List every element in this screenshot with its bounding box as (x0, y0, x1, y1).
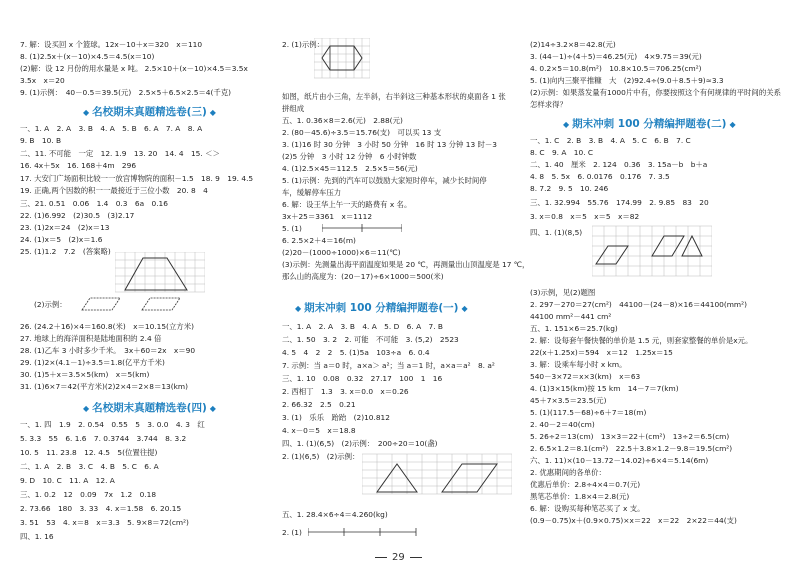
fraction-diagram (322, 220, 402, 236)
figure-label: 25. (1)1.2 7.2 (答案略) (20, 247, 111, 256)
answer-line: 26. (24.2＋16)×4＝160.8(米) x＝10.15(立方米) (20, 322, 194, 331)
answer-line: 2. 66.32 2.5 0.21 (282, 400, 356, 409)
answer-line: 44100 mm²－441 cm² (530, 312, 612, 321)
answer-line: 3.5x x＝20 (20, 76, 65, 85)
answer-line: 2. 优惠期间的各单价： (530, 468, 606, 477)
answer-line: 一、1. A 2. A 3. B 4. A 5. D 6. A 7. B (282, 322, 443, 331)
answer-line: 9. B 10. B (20, 136, 62, 145)
section-title: ◆ 期末冲刺 100 分精编押题卷(一) ◆ (295, 302, 468, 314)
answer-line: 五、1. 151×6＝25.7(kg) (530, 324, 618, 333)
answer-line: 10. 5 11. 23.8 12. 4.5 5(位置往提) (20, 448, 158, 457)
answer-line: 四、1. (1)(6,5) (2)示例： 200÷20＝10(盏) (282, 439, 438, 448)
number-line-figure (308, 526, 418, 540)
answer-column-3 (530, 0, 785, 571)
answer-column-2 (282, 0, 530, 571)
answer-line: 二、1. 40 厘米 2. 124 0.36 3. 15a－b b＋a (530, 160, 708, 169)
parallelogram-figure (80, 296, 190, 312)
answer-line: 8. 7.2 9. 5 10. 246 (530, 184, 609, 193)
answer-line: 7. 示例：当 a＝0 时，a×a＞ a²；当 a＝1 时，a×a＝a² 8. a² (282, 361, 495, 370)
answer-line: 怎样求得？ (530, 100, 567, 109)
answer-line: 三、1. 32.994 55.76 174.99 2. 9.85 83 20 (530, 198, 709, 207)
answer-line: 5. (1)(117.5－68)÷6＋7＝18(m) (530, 408, 647, 417)
diamond-icon: ◆ (83, 404, 90, 413)
answer-line: 2. 297－270＝27(cm²) 44100－(24－8)×16＝44100(mm²) (530, 300, 747, 309)
answer-line: 19. 正确,两个因数的积一一最接近于三位小数 20. 8 4 (20, 186, 208, 195)
answer-line: 3. (44－1)÷(4＋5)＝46.25(元) 4×9.75＝39(元) (530, 52, 702, 61)
diamond-icon: ◆ (563, 120, 570, 129)
answer-line: 三、1. 0.2 12 0.09 7x 1.2 0.18 (20, 490, 157, 499)
answer-column-1 (20, 0, 270, 571)
answer-line: 4. 8 5. 5x 6. 0.0176 0.176 7. 3.5 (530, 172, 670, 181)
diamond-icon: ◆ (729, 120, 736, 129)
answer-line: 六、1. 11)×(10－13.72－14.02)÷6×4＝5.14(6m) (530, 456, 709, 465)
answer-line: 3. (1) 乐乐 跆跆 (2)10.812 (282, 413, 390, 422)
answer-line: 2. 40－2＝40(cm) (530, 420, 595, 429)
answer-line: 31. (1)6×7＝42(平方米)(2)2×4＝2×8＝13(km) (20, 382, 188, 391)
answer-line: 28. (1)乙车 3 小时多少千米。 3x＋60＝2x x＝90 (20, 346, 196, 355)
diamond-icon: ◆ (295, 304, 302, 313)
answer-line: 4. x－0＝5 x＝18.8 (282, 426, 356, 435)
figure-label: (2)示例： (34, 300, 67, 309)
answer-line: 4. (1)3×15(km)按 15 km 14－7＝7(km) (530, 384, 679, 393)
answer-line: (2)解：设 12 月份的用水量是 x 吨。 2.5×10＋(x－10)×4.5＝3.5x (20, 64, 248, 73)
answer-line: 45＋7×3.5＝23.5(元) (530, 396, 607, 405)
answer-line: 三、21. 0.51 0.06 1.4 0.3 6a 0.16 (20, 199, 168, 208)
answer-line: 29. (1)2×(4.1－1)÷3.5＝1.8(亿平方千米) (20, 358, 165, 367)
answer-line: 五、1. 0.36×8＝2.6(元) 2.88(元) (282, 116, 403, 125)
section-title: ◆ 期末冲刺 100 分精编押题卷(二) ◆ (563, 118, 736, 130)
answer-line: 7. 解：设买回 x 个篮球。12x－10＋x＝320 x＝110 (20, 40, 203, 49)
answer-line: (2)14÷3.2×8＝42.8(元) (530, 40, 616, 49)
answer-line: 27. 地球上的海洋面积是陆地面积的 2.4 倍 (20, 334, 162, 343)
answer-line: 3. 解：设乘车每小时 x km。 (530, 360, 627, 369)
answer-line: 2. (1) (282, 528, 302, 537)
answer-line: 二、11. 不可能 一定 12. 1.9 13. 20 14. 4 15. ＜＞ (20, 149, 220, 158)
answer-line: 2. 西相丁 1.3 3. x＝0.0 x＝0.26 (282, 387, 409, 396)
diamond-icon: ◆ (209, 108, 216, 117)
answer-line: 8. C 9. A 10. C (530, 148, 594, 157)
answer-line: 3. 51 53 4. x＝8 x＝3.3 5. 9×8＝72(cm²) (20, 518, 189, 527)
answer-line: 9. (1)示例： 40－0.5＝39.5(元) 2.5×5＋6.5×2.5＝4(千克) (20, 88, 232, 97)
answer-line: 4. 0.2×5＝10.8(m²) 10.8×10.5＝706.25(cm²) (530, 64, 702, 73)
answer-line: 一、1. C 2. B 3. B 4. A 5. C 6. B 7. C (530, 136, 691, 145)
answer-line: 6. 解：设王华上午一天的路费有 x 名。 (282, 200, 412, 209)
answer-line: 车，缓解停车压力 (282, 188, 342, 197)
answer-line: 30. (1)5＋x＝3.5×5(km) x＝5(km) (20, 370, 150, 379)
answer-line: 2. 解：设每套午餐快餐的单价是 1.5 元，则套家整餐的单价是x元。 (530, 336, 753, 345)
answer-line: (3)示例：先测量出海平面温度如果是 20 ℃，再测量出山顶温度是 17 ℃， (282, 260, 530, 269)
answer-line: 8. (1)2.5x＋(x－10)×4.5＝4.5(x＝10) (20, 52, 155, 61)
figure-label: 2. (1)示例： (282, 40, 325, 49)
answer-line: 5. (1)向内三聚平推糠 大 (2)92.4÷(9.0＋8.5＋9)≈3.3 (530, 76, 724, 85)
answer-line: 3. x＝0.8 x＝5 x＝5 x＝82 (530, 212, 640, 221)
answer-line: 4. 5 4 2 2 5. (1)5a 103÷a 6. 0.4 (282, 348, 430, 357)
answer-line: (2)5 分钟 3 小时 12 分钟 6 小时钟数 (282, 152, 417, 161)
answer-line: (2)20－(1000÷1000)×6＝11(℃) (282, 248, 401, 257)
answer-line: 5. (1) (282, 224, 302, 233)
figure-note: (3)示例，见(2)题图 (530, 288, 596, 297)
answer-line: 2. 73.66 180 3. 33 4. x＝1.58 6. 20.15 (20, 504, 182, 513)
answer-line: 如图，纸片由小三角，左半斜，右半斜这三种基本形状的桌面各 1 张 (282, 92, 506, 101)
answer-line: 22(x＋1.25x)＝594 x＝12 1.25x＝15 (530, 348, 673, 357)
answer-line: 二、1. 50 3. 2 2. 可能 不可能 3. (5,2) 2523 (282, 335, 459, 344)
answer-line: 2. 6.5×1.2＝8.1(cm²) 22.5＋3.8×1.2－9.8＝19.5(cm²) (530, 444, 733, 453)
answer-line: 3. (1)16 时 30 分钟 3 小时 50 分钟 16 时 13 分钟 13 时－3 (282, 140, 498, 149)
answer-line: 5. (1)示例：先到的汽车可以鼓励大家短时停车，减少长时间停 (282, 176, 487, 185)
answer-line: 16. 4x＋5x 16. 168＋4m 296 (20, 161, 137, 170)
answer-line: 黑笔芯单价：1.8×4＝2.8(元) (530, 492, 630, 501)
answer-line: 一、1. A 2. A 3. B 4. A 5. B 6. A 7. A 8. A (20, 124, 203, 133)
answer-line: 二、1. A 2. B 3. C 4. B 5. C 6. A (20, 462, 159, 471)
answer-line: 22. (1)6.992 (2)30.5 (3)2.17 (20, 211, 135, 220)
answer-line: 540－3×72＝x×3(km) x＝63 (530, 372, 641, 381)
answer-line: 23. (1)2x＝24 (2)x＝13 (20, 223, 110, 232)
section-title: ◆ 名校期末真题精选卷(四) ◆ (83, 402, 216, 414)
answer-line: 五、1. 28.4×6÷4＝4.260(kg) (282, 510, 388, 519)
answer-line: 优惠后单价：2.8÷4×4＝0.7(元) (530, 480, 641, 489)
diamond-icon: ◆ (461, 304, 468, 313)
answer-line: 一、1. 四 1.9 2. 0.54 0.55 5 3. 0.0 4. 3 红 (20, 420, 205, 429)
answer-line: 6. 2.5×2＋4＝16(m) (282, 236, 356, 245)
answer-line: 四、1. 16 (20, 532, 54, 541)
diamond-icon: ◆ (209, 404, 216, 413)
section-title: ◆ 名校期末真题精选卷(三) ◆ (83, 106, 216, 118)
answer-line: 2. (80－45.6)÷3.5＝15.76(支) 可以买 13 支 (282, 128, 442, 137)
shape-grid-figure (314, 38, 370, 82)
answer-line: 2. (1)(6,5) (2)示例： (282, 452, 360, 461)
answer-line: 5. 26÷2＝13(cm) 13×3＝22＋(cm²) 13÷2＝6.5(cm) (530, 432, 730, 441)
page-number: 29 (370, 552, 427, 563)
answer-line: 那么山的高度为：(20－17)÷6×1000＝500(米) (282, 272, 444, 281)
answer-line: 拼组成 (282, 104, 305, 113)
answer-line: 24. (1)x＝5 (2)x＝1.6 (20, 235, 103, 244)
figure-label: 四、1. (1)(8,5) (530, 228, 583, 237)
answer-line: (2)示例：如果蒸发量有1000片中有，你要按照这个有何规律的平时间的关系 (530, 88, 781, 97)
answer-line: (0.9－0.75)x＋(0.9×0.75)×x＝22 x＝22 2×22＝44(支) (530, 516, 737, 525)
answer-line: 9. D 10. C 11. A 12. A (20, 476, 115, 485)
trapezoid-grid-figure (115, 252, 205, 300)
answer-line: 17. 大安门广场面积比较一一放宫博物院的面积－1.5 18. 9 19. 4.5 (20, 174, 254, 183)
answer-line: 6. 解：设购买每种笔芯买了 x 支。 (530, 504, 645, 513)
graph-grid-figure (362, 452, 512, 502)
answer-line: 3x＋25＝3361 x＝1112 (282, 212, 373, 221)
answer-line: 三、1. 10 0.08 0.32 27.17 100 1 16 (282, 374, 443, 383)
diamond-icon: ◆ (83, 108, 90, 117)
answer-line: 5. 3.3 55 6. 1.6 7. 0.3744 3.744 8. 3.2 (20, 434, 187, 443)
parallelogram-grid-figure (592, 224, 712, 286)
answer-line: 4. (1)2.5×45＝112.5 2.5×5＝56(元) (282, 164, 418, 173)
